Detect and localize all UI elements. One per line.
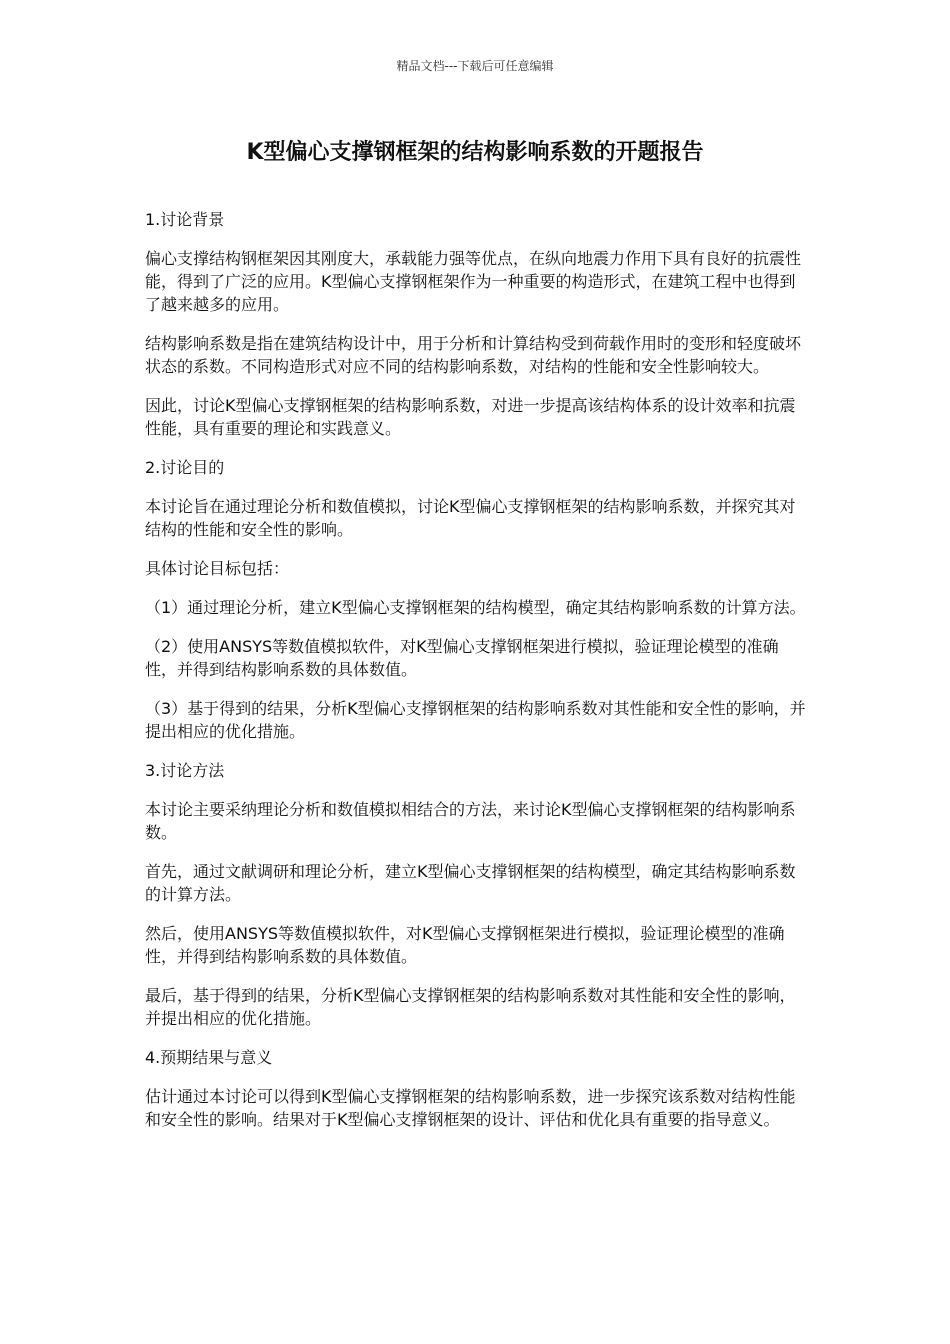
paragraph: 估计通过本讨论可以得到K型偏心支撑钢框架的结构影响系数，进一步探究该系数对结构性能和安全性的影响。结果对于K型偏心支撑钢框架的设计、评估和优化具有重要的指导意义。 [145, 1087, 796, 1129]
paragraph: 偏心支撑结构钢框架因其刚度大，承载能力强等优点，在纵向地震力作用下具有良好的抗震性能，得到了广泛的应用。K型偏心支撑钢框架作为一种重要的构造形式，在建筑工程中也得到了越来越多的应用。 [145, 249, 802, 314]
paragraph: 本讨论主要采纳理论分析和数值模拟相结合的方法，来讨论K型偏心支撑钢框架的结构影响系数。 [145, 800, 796, 842]
paragraph: 因此，讨论K型偏心支撑钢框架的结构影响系数，对进一步提高该结构体系的设计效率和抗震性能，具有重要的理论和实践意义。 [145, 396, 796, 438]
list-item: （1）通过理论分析，建立K型偏心支撑钢框架的结构模型，确定其结构影响系数的计算方法。 [145, 598, 806, 617]
section-heading-expected-results: 4.预期结果与意义 [145, 1048, 273, 1067]
paragraph: 最后，基于得到的结果，分析K型偏心支撑钢框架的结构影响系数对其性能和安全性的影响，并提出相应的优化措施。 [145, 986, 796, 1028]
list-item: （3）基于得到的结果，分析K型偏心支撑钢框架的结构影响系数对其性能和安全性的影响，并提出相应的优化措施。 [145, 699, 806, 741]
page-header: 精品文档---下载后可任意编辑 [396, 59, 554, 73]
section-heading-background: 1.讨论背景 [145, 210, 225, 229]
section-heading-objectives: 2.讨论目的 [145, 458, 225, 477]
paragraph: 然后，使用ANSYS等数值模拟软件，对K型偏心支撑钢框架进行模拟，验证理论模型的准确性，并得到结构影响系数的具体数值。 [145, 924, 785, 966]
section-heading-methods: 3.讨论方法 [145, 761, 225, 780]
document-body [145, 208, 809, 1147]
paragraph: 本讨论旨在通过理论分析和数值模拟，讨论K型偏心支撑钢框架的结构影响系数，并探究其对结构的性能和安全性的影响。 [145, 497, 796, 539]
list-item: （2）使用ANSYS等数值模拟软件，对K型偏心支撑钢框架进行模拟，验证理论模型的准确性，并得到结构影响系数的具体数值。 [145, 637, 779, 679]
paragraph: 具体讨论目标包括： [145, 559, 290, 578]
paragraph: 首先，通过文献调研和理论分析，建立K型偏心支撑钢框架的结构模型，确定其结构影响系数的计算方法。 [145, 862, 796, 904]
paragraph: 结构影响系数是指在建筑结构设计中，用于分析和计算结构受到荷载作用时的变形和轻度破坏状态的系数。不同构造形式对应不同的结构影响系数，对结构的性能和安全性影响较大。 [145, 334, 802, 376]
document-title: K型偏心支撑钢框架的结构影响系数的开题报告 [246, 140, 704, 165]
